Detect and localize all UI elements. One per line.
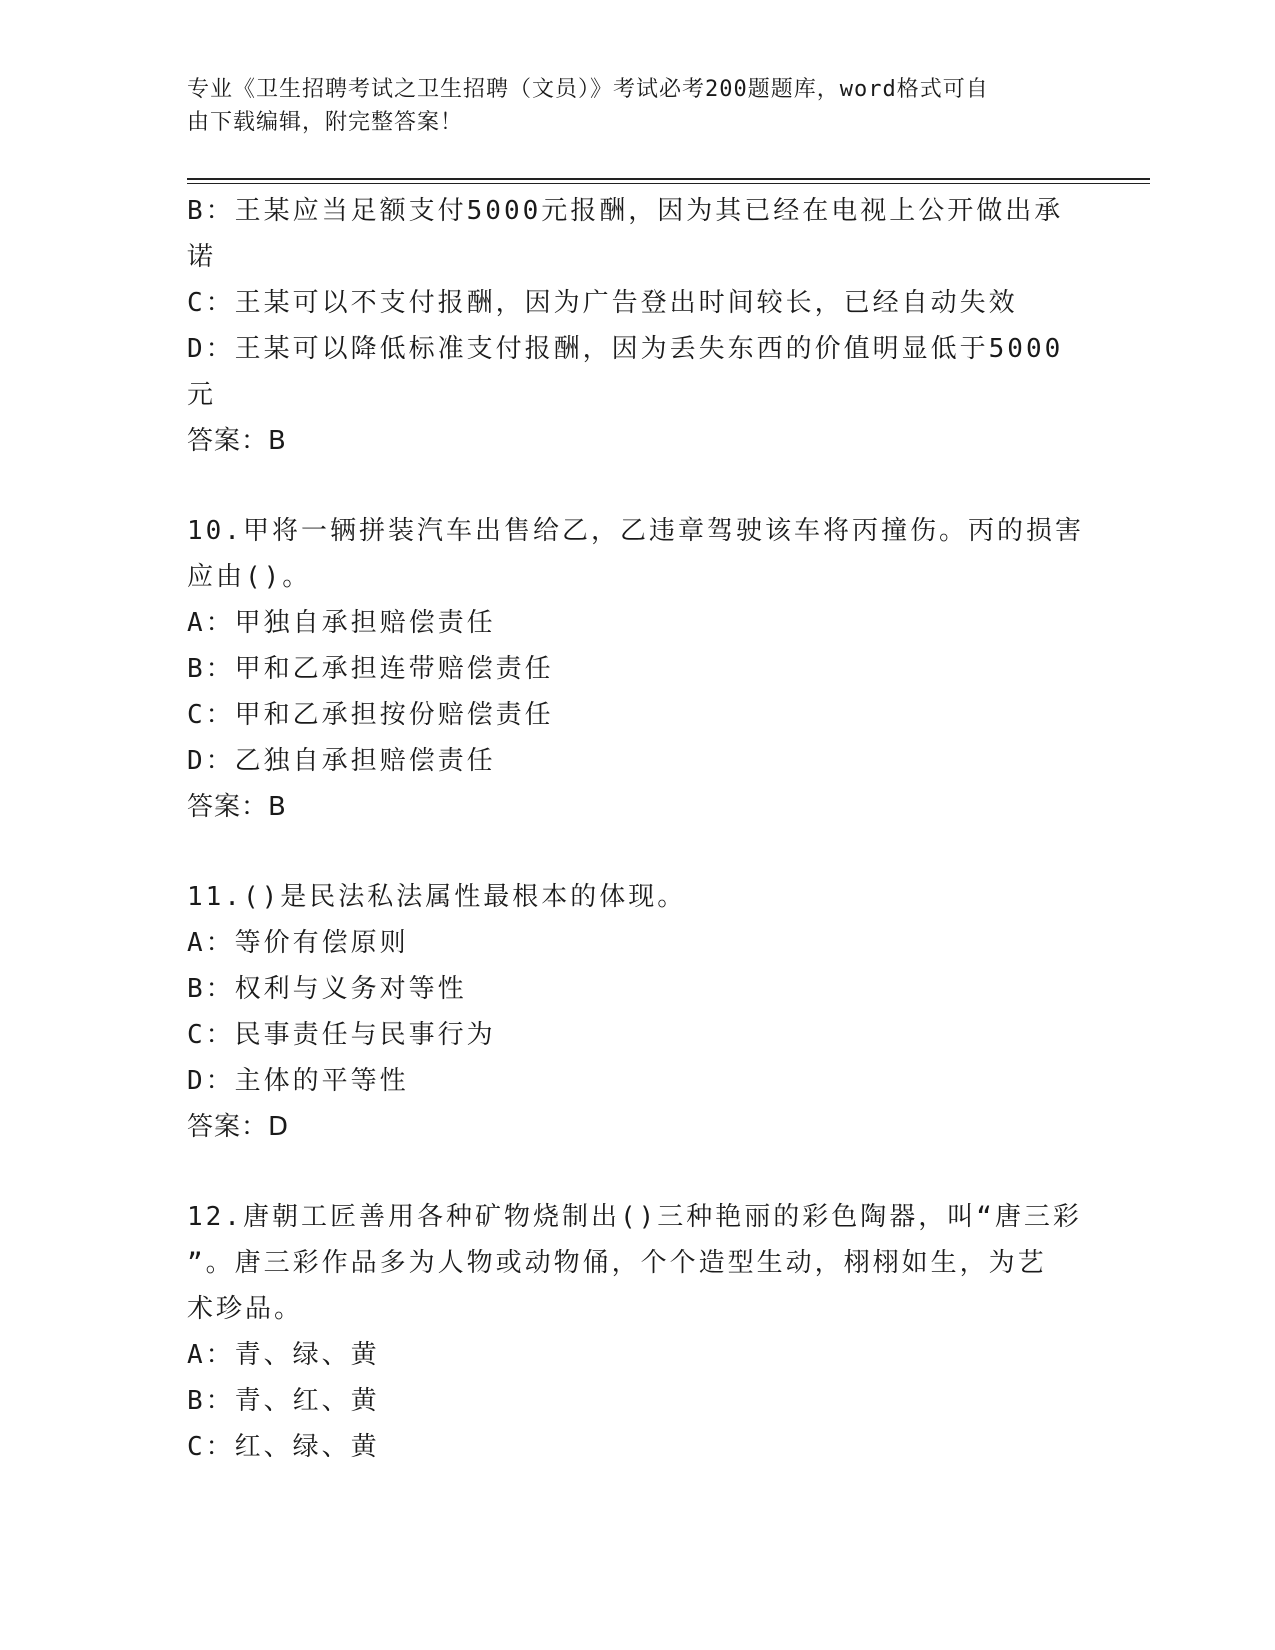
question-stem: 11.()是民法私法属性最根本的体现。 — [187, 882, 687, 912]
header-line: 专业《卫生招聘考试之卫生招聘（文员）》考试必考200题题库，word格式可自 — [187, 77, 989, 102]
option-c: C：民事责任与民事行为 — [187, 1020, 496, 1050]
question-stem-continued: 术珍品。 — [187, 1294, 304, 1324]
header-line: 由下载编辑，附完整答案！ — [187, 110, 464, 135]
option-b-continued: 诺 — [187, 242, 217, 272]
question-11 — [187, 874, 1087, 1150]
answer: 答案：B — [187, 792, 287, 822]
option-d: D：乙独自承担赔偿责任 — [187, 746, 496, 776]
question-stem: 12.唐朝工匠善用各种矿物烧制出()三种艳丽的彩色陶器，叫“唐三彩 — [187, 1202, 1082, 1232]
answer: 答案：B — [187, 426, 287, 456]
question-10 — [187, 508, 1087, 830]
option-b: B：青、红、黄 — [187, 1386, 380, 1416]
option-d: D：主体的平等性 — [187, 1066, 409, 1096]
answer: 答案：D — [187, 1112, 290, 1142]
question-stem-continued: ”。唐三彩作品多为人物或动物俑，个个造型生动，栩栩如生，为艺 — [187, 1248, 1047, 1278]
option-c: C：红、绿、黄 — [187, 1432, 380, 1462]
document-header — [187, 73, 1067, 139]
option-b: B：王某应当足额支付5000元报酬，因为其已经在电视上公开做出承 — [187, 196, 1064, 226]
question-list — [187, 188, 1087, 1470]
question-stem-continued: 应由()。 — [187, 562, 312, 592]
question-stem: 10.甲将一辆拼装汽车出售给乙，乙违章驾驶该车将丙撞伤。丙的损害 — [187, 516, 1084, 546]
option-b: B：权利与义务对等性 — [187, 974, 467, 1004]
question-9-tail — [187, 188, 1087, 464]
option-a: A：等价有偿原则 — [187, 928, 409, 958]
question-12 — [187, 1194, 1087, 1470]
option-a: A：青、绿、黄 — [187, 1340, 380, 1370]
option-d: D：王某可以降低标准支付报酬，因为丢失东西的价值明显低于5000 — [187, 334, 1064, 364]
option-a: A：甲独自承担赔偿责任 — [187, 608, 496, 638]
option-b: B：甲和乙承担连带赔偿责任 — [187, 654, 554, 684]
header-divider-thick — [187, 178, 1150, 180]
option-c: C：王某可以不支付报酬，因为广告登出时间较长，已经自动失效 — [187, 288, 1018, 318]
option-c: C：甲和乙承担按份赔偿责任 — [187, 700, 554, 730]
option-d-continued: 元 — [187, 380, 217, 410]
header-divider-thin — [187, 183, 1150, 184]
